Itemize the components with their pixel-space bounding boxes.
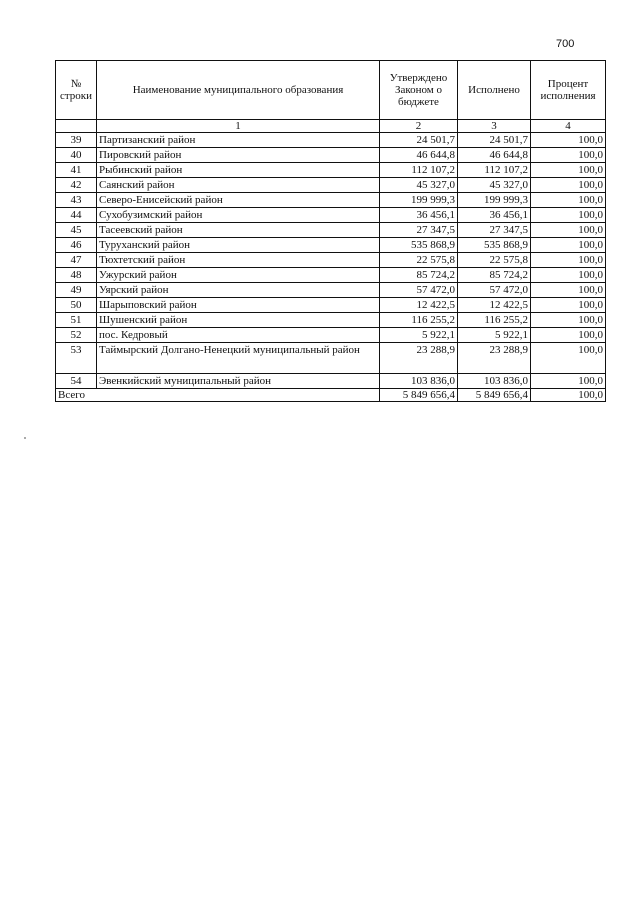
approved-value: 36 456,1: [380, 208, 458, 223]
row-number: 53: [56, 343, 97, 374]
table-row: [56, 223, 606, 238]
executed-value: 103 836,0: [458, 374, 531, 389]
table-row: [56, 268, 606, 283]
approved-value: 22 575,8: [380, 253, 458, 268]
row-number: 51: [56, 313, 97, 328]
approved-value: 24 501,7: [380, 133, 458, 148]
table-row: [56, 343, 606, 374]
approved-value: 112 107,2: [380, 163, 458, 178]
municipality-name: Ужурский район: [97, 268, 380, 283]
percent-value: 100,0: [531, 253, 606, 268]
column-index: 2: [380, 120, 458, 133]
percent-value: 100,0: [531, 268, 606, 283]
row-number: 47: [56, 253, 97, 268]
header-municipality-name: Наименование муниципального образования: [97, 61, 380, 120]
approved-value: 199 999,3: [380, 193, 458, 208]
municipality-name: Пировский район: [97, 148, 380, 163]
table-row: [56, 133, 606, 148]
executed-value: 22 575,8: [458, 253, 531, 268]
scan-dot: [24, 437, 26, 439]
table-row: [56, 313, 606, 328]
municipality-name: Тюхтетский район: [97, 253, 380, 268]
municipality-name: пос. Кедровый: [97, 328, 380, 343]
row-number: 43: [56, 193, 97, 208]
table-row: [56, 238, 606, 253]
executed-value: 535 868,9: [458, 238, 531, 253]
executed-value: 57 472,0: [458, 283, 531, 298]
table-row: [56, 283, 606, 298]
total-executed: 5 849 656,4: [458, 389, 531, 402]
total-percent: 100,0: [531, 389, 606, 402]
municipality-name: Шарыповский район: [97, 298, 380, 313]
executed-value: 116 255,2: [458, 313, 531, 328]
executed-value: 12 422,5: [458, 298, 531, 313]
table-header-row: [56, 61, 606, 120]
executed-value: 85 724,2: [458, 268, 531, 283]
percent-value: 100,0: [531, 328, 606, 343]
percent-value: 100,0: [531, 223, 606, 238]
municipality-name: Тасеевский район: [97, 223, 380, 238]
row-number: 41: [56, 163, 97, 178]
budget-execution-table: [55, 60, 606, 402]
percent-value: 100,0: [531, 343, 606, 374]
executed-value: 24 501,7: [458, 133, 531, 148]
municipality-name: Сухобузимский район: [97, 208, 380, 223]
row-number: 50: [56, 298, 97, 313]
approved-value: 12 422,5: [380, 298, 458, 313]
row-number: 45: [56, 223, 97, 238]
percent-value: 100,0: [531, 193, 606, 208]
column-index: 3: [458, 120, 531, 133]
header-row-number: № строки: [56, 61, 97, 120]
row-number: 54: [56, 374, 97, 389]
approved-value: 103 836,0: [380, 374, 458, 389]
row-number: 49: [56, 283, 97, 298]
municipality-name: Рыбинский район: [97, 163, 380, 178]
header-execution-percent: Процент исполнения: [531, 61, 606, 120]
column-index: 4: [531, 120, 606, 133]
approved-value: 45 327,0: [380, 178, 458, 193]
row-number: 42: [56, 178, 97, 193]
table-row: [56, 374, 606, 389]
table-body: [56, 133, 606, 389]
column-index-row: [56, 120, 606, 133]
table-row: [56, 148, 606, 163]
approved-value: 535 868,9: [380, 238, 458, 253]
percent-value: 100,0: [531, 133, 606, 148]
percent-value: 100,0: [531, 298, 606, 313]
approved-value: 85 724,2: [380, 268, 458, 283]
column-index-empty: [56, 120, 97, 133]
approved-value: 57 472,0: [380, 283, 458, 298]
percent-value: 100,0: [531, 148, 606, 163]
table-row: [56, 208, 606, 223]
approved-value: 23 288,9: [380, 343, 458, 374]
total-row: [56, 389, 606, 402]
municipality-name: Уярский район: [97, 283, 380, 298]
percent-value: 100,0: [531, 163, 606, 178]
approved-value: 5 922,1: [380, 328, 458, 343]
municipality-name: Эвенкийский муниципальный район: [97, 374, 380, 389]
executed-value: 112 107,2: [458, 163, 531, 178]
table-row: [56, 193, 606, 208]
percent-value: 100,0: [531, 178, 606, 193]
executed-value: 27 347,5: [458, 223, 531, 238]
executed-value: 45 327,0: [458, 178, 531, 193]
municipality-name: Туруханский район: [97, 238, 380, 253]
header-executed: Исполнено: [458, 61, 531, 120]
table-row: [56, 163, 606, 178]
percent-value: 100,0: [531, 283, 606, 298]
municipality-name: Северо-Енисейский район: [97, 193, 380, 208]
executed-value: 36 456,1: [458, 208, 531, 223]
header-approved-by-law: Утверждено Законом о бюджете: [380, 61, 458, 120]
page-number: 700: [556, 38, 575, 50]
executed-value: 46 644,8: [458, 148, 531, 163]
percent-value: 100,0: [531, 208, 606, 223]
executed-value: 23 288,9: [458, 343, 531, 374]
total-approved: 5 849 656,4: [380, 389, 458, 402]
executed-value: 199 999,3: [458, 193, 531, 208]
percent-value: 100,0: [531, 374, 606, 389]
row-number: 52: [56, 328, 97, 343]
approved-value: 27 347,5: [380, 223, 458, 238]
executed-value: 5 922,1: [458, 328, 531, 343]
total-label: Всего: [56, 389, 380, 402]
percent-value: 100,0: [531, 238, 606, 253]
table-row: [56, 328, 606, 343]
municipality-name: Шушенский район: [97, 313, 380, 328]
row-number: 39: [56, 133, 97, 148]
row-number: 48: [56, 268, 97, 283]
table-row: [56, 253, 606, 268]
municipality-name: Таймырский Долгано-Ненецкий муниципальный район: [97, 343, 380, 374]
row-number: 46: [56, 238, 97, 253]
percent-value: 100,0: [531, 313, 606, 328]
municipality-name: Партизанский район: [97, 133, 380, 148]
column-index: 1: [97, 120, 380, 133]
approved-value: 46 644,8: [380, 148, 458, 163]
table-row: [56, 178, 606, 193]
row-number: 40: [56, 148, 97, 163]
approved-value: 116 255,2: [380, 313, 458, 328]
municipality-name: Саянский район: [97, 178, 380, 193]
table-row: [56, 298, 606, 313]
row-number: 44: [56, 208, 97, 223]
